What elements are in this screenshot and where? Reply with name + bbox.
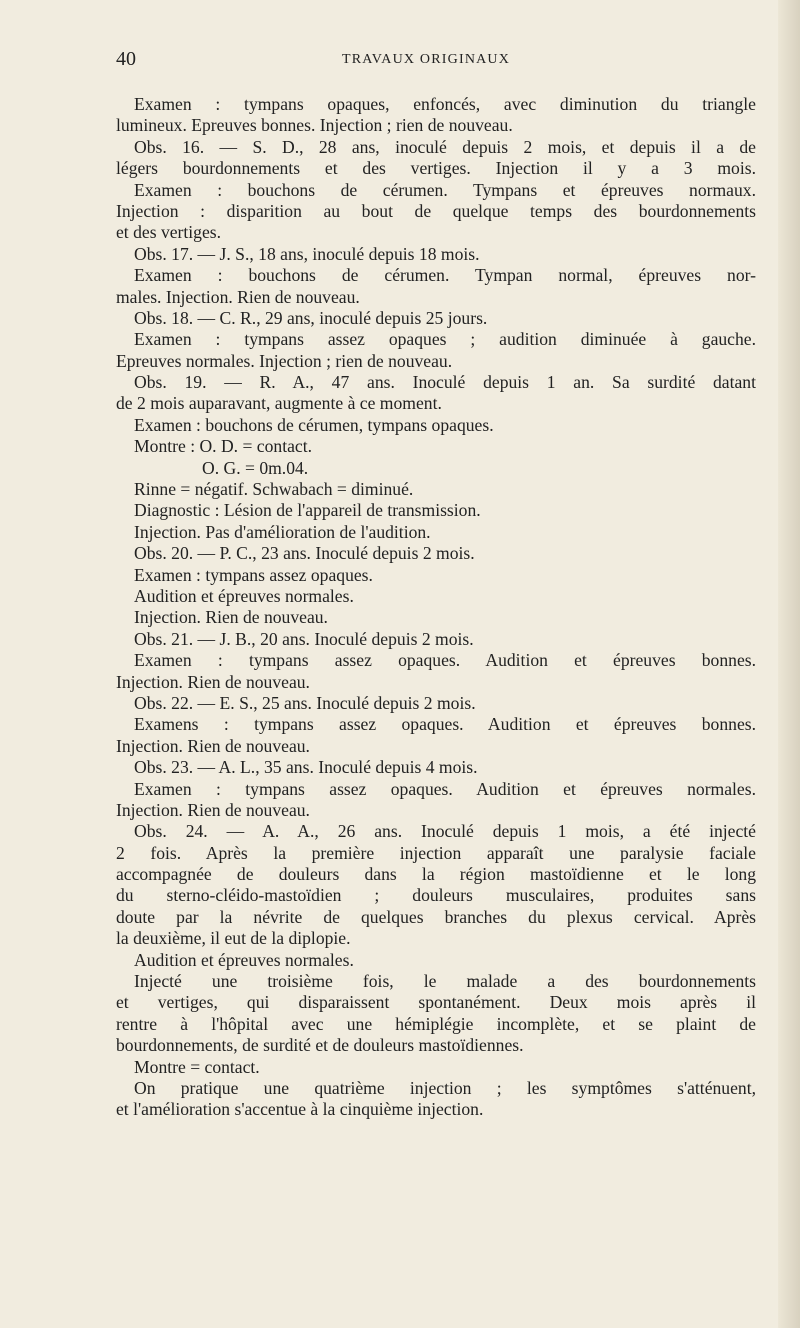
- text-line: Montre = contact.: [134, 1056, 260, 1077]
- text-line: Injecté une troisième fois, le malade a des bourdonnements: [134, 971, 756, 992]
- page-edge-shadow: [778, 0, 800, 1328]
- observation-heading: Obs. 22. — E. S., 25 ans. Inoculé depuis 2 mois.: [134, 692, 476, 713]
- text-line: accompagnée de douleurs dans la région mastoïdienne et le long: [116, 864, 756, 885]
- observation-heading: Obs. 16. — S. D., 28 ans, inoculé depuis 2 mois, et depuis il a de: [134, 136, 756, 157]
- observation-heading: Obs. 17. — J. S., 18 ans, inoculé depuis 18 mois.: [134, 243, 480, 264]
- text-line: doute par la névrite de quelques branches du plexus cervical. Après: [116, 906, 756, 927]
- text-line: Rinne = négatif. Schwabach = diminué.: [134, 479, 414, 500]
- observation-heading: Obs. 18. — C. R., 29 ans, inoculé depuis 25 jours.: [134, 307, 488, 328]
- text-line: males. Injection. Rien de nouveau.: [116, 286, 360, 307]
- text-line: Audition et épreuves normales.: [134, 585, 354, 606]
- text-line: Examen : bouchons de cérumen. Tympans et épreuves normaux.: [134, 179, 756, 200]
- text-line: On pratique une quatrième injection ; les symptômes s'atténuent,: [134, 1077, 756, 1098]
- text-line: Examen : tympans assez opaques. Audition et épreuves bonnes.: [134, 650, 756, 671]
- text-line: bourdonnements, de surdité et de douleurs mastoïdiennes.: [116, 1035, 524, 1056]
- text-line: lumineux. Epreuves bonnes. Injection ; rien de nouveau.: [116, 115, 513, 136]
- observation-heading: Obs. 21. — J. B., 20 ans. Inoculé depuis 2 mois.: [134, 628, 474, 649]
- observation-heading: Obs. 23. — A. L., 35 ans. Inoculé depuis 4 mois.: [134, 757, 478, 778]
- body-text: [116, 94, 756, 1121]
- observation-heading: Obs. 24. — A. A., 26 ans. Inoculé depuis 1 mois, a été injecté: [134, 821, 756, 842]
- text-line: Injection : disparition au bout de quelque temps des bourdonnements: [116, 200, 756, 221]
- text-line: Injection. Rien de nouveau.: [116, 735, 310, 756]
- text-line: O. G. = 0m.04.: [202, 457, 309, 478]
- text-line: du sterno-cléido-mastoïdien ; douleurs musculaires, produites sans: [116, 885, 756, 906]
- text-line: Injection. Rien de nouveau.: [116, 671, 310, 692]
- text-line: Audition et épreuves normales.: [134, 949, 354, 970]
- text-line: Examen : tympans assez opaques. Audition et épreuves normales.: [134, 778, 756, 799]
- text-line: Injection. Pas d'amélioration de l'audition.: [134, 521, 431, 542]
- page-number: 40: [116, 48, 136, 70]
- text-line: Examen : bouchons de cérumen. Tympan normal, épreuves nor-: [134, 265, 756, 286]
- text-line: Epreuves normales. Injection ; rien de nouveau.: [116, 350, 453, 371]
- text-line: Injection. Rien de nouveau.: [116, 799, 310, 820]
- text-line: Examen : tympans opaques, enfoncés, avec diminution du triangle: [134, 94, 756, 114]
- text-line: Montre : O. D. = contact.: [134, 436, 312, 457]
- text-line: rentre à l'hôpital avec une hémiplégie incomplète, et se plaint de: [116, 1013, 756, 1034]
- text-line: la deuxième, il eut de la diplopie.: [116, 928, 351, 949]
- text-line: Examen : bouchons de cérumen, tympans opaques.: [134, 414, 494, 435]
- text-line: Examen : tympans assez opaques ; audition diminuée à gauche.: [134, 329, 756, 350]
- observation-heading: Obs. 19. — R. A., 47 ans. Inoculé depuis 1 an. Sa surdité datant: [134, 372, 756, 393]
- text-line: 2 fois. Après la première injection apparaît une paralysie faciale: [116, 842, 756, 863]
- text-line: et vertiges, qui disparaissent spontanément. Deux mois après il: [116, 992, 756, 1013]
- text-line: de 2 mois auparavant, augmente à ce moment.: [116, 393, 442, 414]
- text-line: Examen : tympans assez opaques.: [134, 564, 373, 585]
- text-line: et des vertiges.: [116, 222, 222, 243]
- text-line: et l'amélioration s'accentue à la cinquième injection.: [116, 1099, 484, 1120]
- text-line: Diagnostic : Lésion de l'appareil de transmission.: [134, 500, 481, 521]
- text-line: Injection. Rien de nouveau.: [134, 607, 328, 628]
- observation-heading: Obs. 20. — P. C., 23 ans. Inoculé depuis 2 mois.: [134, 543, 475, 564]
- running-header: [116, 44, 756, 74]
- running-title: TRAVAUX ORIGINAUX: [342, 52, 511, 67]
- text-line: légers bourdonnements et des vertiges. Injection il y a 3 mois.: [116, 158, 756, 179]
- text-line: Examens : tympans assez opaques. Audition et épreuves bonnes.: [134, 714, 756, 735]
